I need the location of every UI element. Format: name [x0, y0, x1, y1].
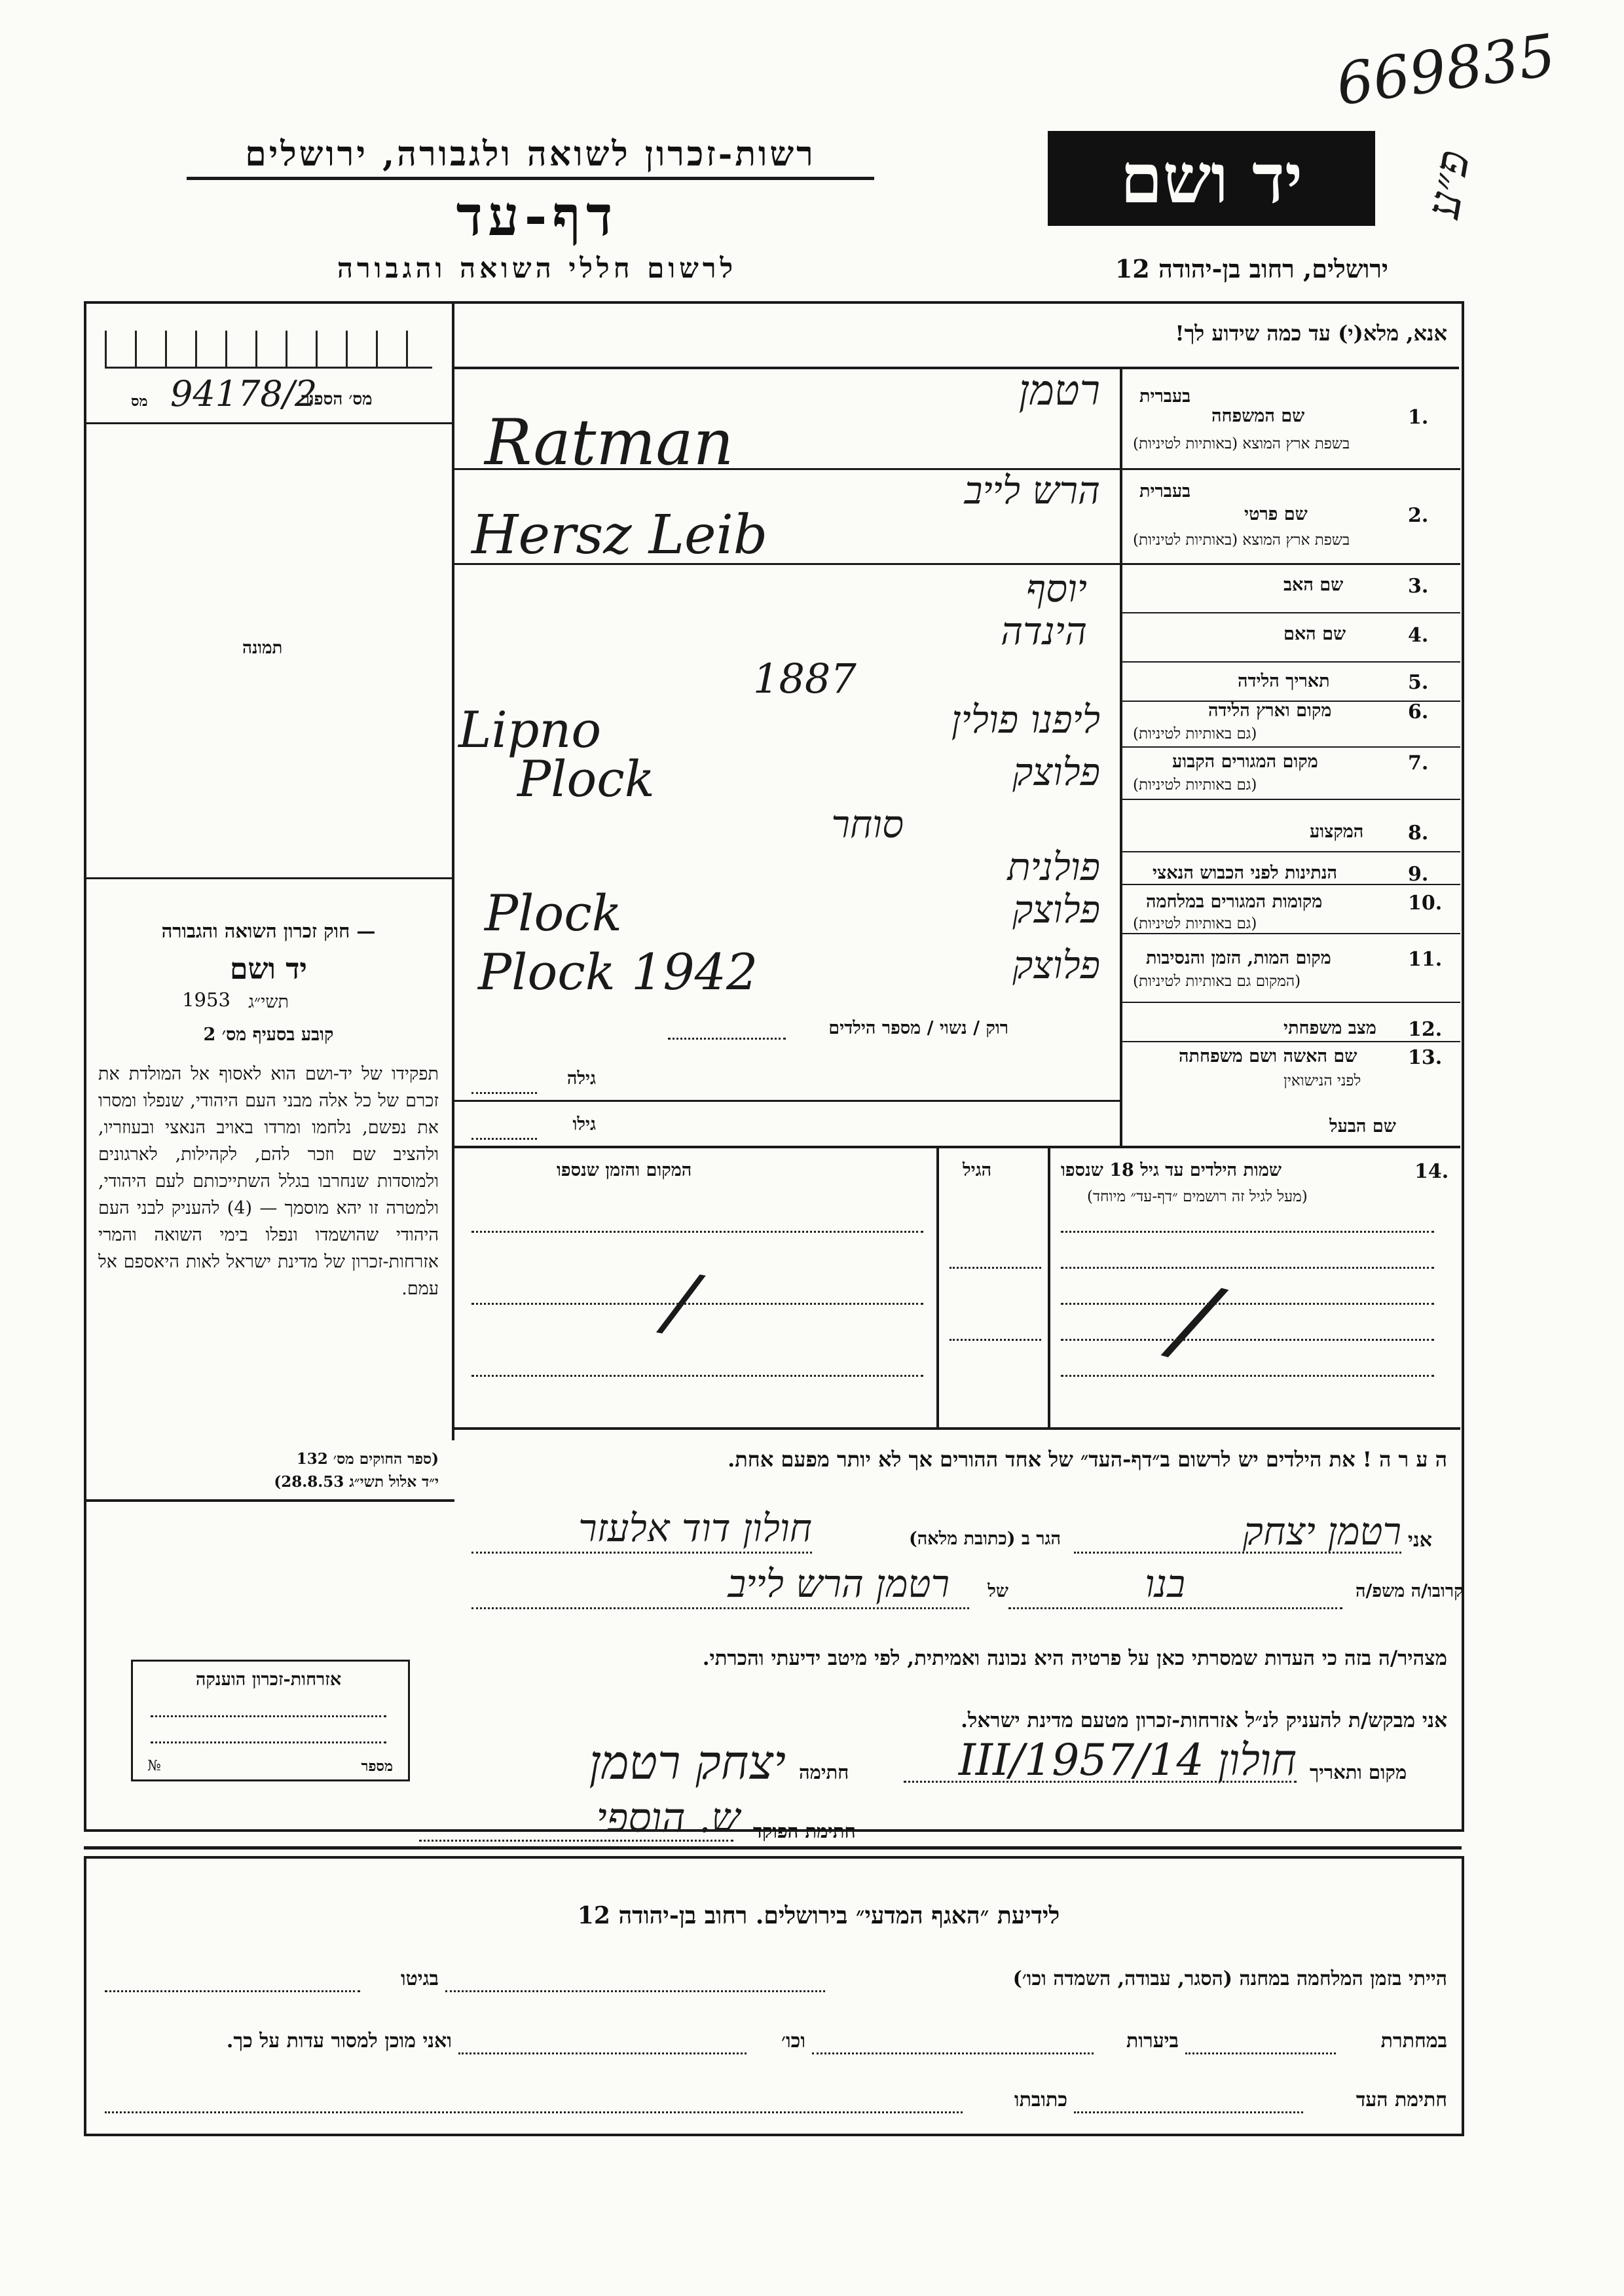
field-2-label: שם פרטי [1244, 504, 1308, 524]
field-12-num: 12. [1408, 1018, 1443, 1041]
field-8-num: 8. [1408, 822, 1429, 845]
field-10-latin: Plock [485, 884, 622, 942]
law-text: תפקידו של יד-ושם הוא לאסוף אל המולדת את זכרם של כל אלה מבני העם היהודי, שנפלו ומסרו את נפשם, נלחמו ומרדו באויב הנאצי ובעוזריו, ולהציב שם וזכר להם, לקהילות, לארגונים ולמוסדות שנחרבו בגלל השתייכותם לעם היהודי, ולמטרה זו יהא מוסמך — (4) להעניק לבני העם היהודי שהושמדו ונפלו בימי השואה והמרי אזרחות-זכרון של מדינת ישראל לאות היאספם אל עמם. [98, 1064, 439, 1299]
registry-value: 94178/2 [170, 373, 318, 414]
field-11-label: מקום המות, הזמן והנסיבות [1146, 948, 1331, 968]
field-5-latin: 1887 [753, 655, 857, 702]
footer-line3b: כתובתו [1014, 2088, 1067, 2111]
children-slash-left: / [660, 1255, 703, 1350]
husband-age: גילו [572, 1114, 596, 1135]
address: ירושלים, רחוב בן-יהודה 12 [1115, 254, 1388, 283]
field-3-num: 3. [1408, 575, 1429, 598]
field-7-sub: (גם באותיות לטיניות) [1133, 776, 1257, 793]
field-6-label: מקום וארץ הלידה [1208, 701, 1332, 721]
children-place-col: המקום והזמן שנספו [557, 1160, 692, 1180]
instruction: אנא, מלא(י) עד כמה שידוע לך! [1175, 321, 1447, 346]
decl-ani: אני [1408, 1529, 1432, 1552]
law-year-heb: תשי״ג [248, 992, 289, 1012]
field-5-label: תאריך הלידה [1238, 671, 1330, 691]
children-num: 14. [1414, 1160, 1449, 1183]
children-slash-right: / [1164, 1261, 1227, 1380]
serial-number: 669835 [1332, 21, 1560, 118]
decl-gar-value: חולון דוד אלעזר [578, 1506, 812, 1550]
footer-line3a: חתימת העד [1356, 2088, 1447, 2111]
field-6-sub: (גם באותיות לטיניות) [1133, 725, 1257, 742]
field-10-hebrew: פלוצק [1012, 887, 1100, 932]
footer-line2d: ואני מוכן למסור עדות על כך. [226, 2030, 452, 2052]
registry-label: מס׳ הספור [301, 390, 373, 409]
field-6-latin: Lipno [458, 701, 602, 759]
field-1-hebrew: רטמן [1018, 367, 1100, 415]
law-ref1: (ספר החוקים מס׳ 132 [296, 1450, 439, 1468]
law-ref2: י״ד אלול תשי״ג 28.8.53) [274, 1473, 439, 1491]
law-title: — חוק זכרון השואה והגבורה [161, 920, 376, 942]
decl-shel: של [987, 1581, 1008, 1601]
footer-line1b: בגיטו [400, 1967, 439, 1990]
citizenship-title: אזרחות-זכרון הוענקה [195, 1669, 342, 1690]
registry-ticks [105, 331, 432, 369]
field-13-num: 13. [1408, 1046, 1443, 1069]
field-3-hebrew: יוסף [1025, 566, 1087, 611]
children-sub: (מעל לגיל זה רושמים ״דף-עד״ מיוחד) [1087, 1188, 1308, 1205]
citizenship-no: № [147, 1758, 161, 1774]
field-2-num: 2. [1408, 504, 1429, 527]
field-13-sub: לפני הנישואין [1283, 1072, 1361, 1089]
decl-officer-label: חתימת הפוקד [753, 1820, 856, 1842]
decl-place-date-label: מקום ותאריך [1310, 1761, 1407, 1783]
field-1-num: 1. [1408, 406, 1429, 429]
field-7-latin: Plock [517, 750, 655, 808]
field-2-hebrew: הרש לייב [964, 468, 1100, 513]
children-age-col: הגיל [963, 1160, 992, 1180]
field-10-num: 10. [1408, 892, 1443, 915]
field-9-hebrew: פולנית [1007, 845, 1100, 889]
decl-shel-value: רטמן הרש לייב [728, 1561, 950, 1606]
note: ה ע ר ה ! את הילדים יש לרשום ב״דף-העד״ של אחד ההורים אך לא יותר מפעם אחת. [728, 1447, 1447, 1472]
field-7-label: מקום המגורים הקבוע [1172, 752, 1318, 772]
field-4-label: שם האם [1283, 624, 1346, 644]
decl-relative-value: בנו [1145, 1561, 1185, 1606]
field-6-hebrew: ליפנו פולין [951, 697, 1100, 742]
field-12-label: מצב משפחתי [1283, 1018, 1376, 1038]
field-1-latin: Ratman [485, 406, 734, 479]
hebrew-tag-1: בעברית [1139, 386, 1191, 407]
decl-signature-value: יצחק רטמן [589, 1735, 786, 1790]
footer-line2b: ביערות [1126, 2030, 1179, 2052]
decl-signature-label: חתימה [799, 1761, 849, 1783]
footer-line2a: במחתרת [1380, 2030, 1447, 2052]
field-5-num: 5. [1408, 671, 1429, 694]
field-12-options: רוק / נשוי / מספר הילדים [828, 1018, 1008, 1038]
field-11-sub: (המקום גם באותיות לטיניות) [1133, 973, 1301, 990]
field-6-num: 6. [1408, 701, 1429, 723]
footer-line1a: הייתי בזמן המלחמה במחנה (הסגר, עבודה, השמדה וכו׳) [1012, 1967, 1447, 1990]
field-2-sub: בשפת ארץ המוצא (באותיות לטיניות) [1133, 532, 1350, 549]
field-8-label: המקצוע [1310, 822, 1364, 842]
hebrew-tag-2: בעברית [1139, 481, 1191, 501]
decl-place-date-value: חולון 14/III/1957 [958, 1735, 1297, 1785]
field-1-label: שם המשפחה [1211, 406, 1305, 426]
field-11-hebrew: פלוצק [1012, 943, 1100, 987]
decl-officer-value: ש. הוספי [596, 1794, 740, 1842]
authority-name: רשות-זכרון לשואה ולגבורה, ירושלים [245, 134, 816, 174]
decl-statement: מצהיר/ה בזה כי העדות שמסרתי כאן על פרטיה היא נכונה ואמיתית, לפי מיטב ידיעתי והכרתי. [702, 1647, 1447, 1670]
footer-title: לידיעת ״האגף המדעי״ בירושלים. רחוב בן-יהודה 12 [577, 1902, 1060, 1929]
field-9-label: הנתינות לפני הכבוש הנאצי [1153, 863, 1338, 883]
field-11-latin: Plock 1942 [478, 943, 758, 1001]
footer-line2c: וכו׳ [781, 2030, 805, 2052]
field-3-label: שם האב [1283, 575, 1344, 595]
field-13-label: שם האשה ושם משפחתה [1179, 1046, 1357, 1066]
field-4-num: 4. [1408, 624, 1429, 647]
field-13-age: גילה [566, 1068, 596, 1089]
field-8-hebrew: סוחר [831, 802, 904, 847]
field-1-sub: בשפת ארץ המוצא (באותיות לטיניות) [1133, 435, 1350, 452]
decl-gar-label: הגר ב (כתובת מלאה) [908, 1529, 1061, 1549]
law-year: 1953 [182, 989, 231, 1011]
doc-subtitle: לרשום חללי השואה והגבורה [337, 252, 737, 284]
field-11-num: 11. [1408, 948, 1443, 971]
law-section: קובע בסעיף מס׳ 2 [203, 1025, 334, 1045]
photo-label: תמונה [242, 638, 283, 658]
yad-vashem-logo: יד ושם [1048, 131, 1375, 226]
decl-request: אני מבקש/ת להעניק לנ״ל אזרחות-זכרון מטעם מדינת ישראל. [961, 1709, 1447, 1732]
citizenship-number-label: מספר [361, 1758, 393, 1775]
field-9-num: 9. [1408, 863, 1429, 886]
margin-note: פ״ע [1415, 146, 1481, 223]
doc-title: דף-עד [456, 183, 618, 248]
registry-prefix: מס [131, 393, 148, 410]
decl-ani-value: רטמן יצחק [1242, 1509, 1401, 1554]
field-10-sub: (גם באותיות לטיניות) [1133, 915, 1257, 932]
children-label: שמות הילדים עד גיל 18 שנספו [1061, 1160, 1282, 1180]
field-4-hebrew: הינדה [1001, 609, 1087, 653]
husband-label: שם הבעל [1329, 1116, 1396, 1137]
footer-frame [84, 1856, 1464, 2136]
field-7-hebrew: פלוצק [1012, 750, 1100, 794]
field-10-label: מקומות המגורים במלחמה [1146, 892, 1323, 912]
decl-relative-label: קרובו/ה משפ/ה [1356, 1581, 1464, 1601]
law-logo: יד ושם [230, 953, 307, 986]
field-2-latin: Hersz Leib [471, 504, 768, 566]
field-7-num: 7. [1408, 752, 1429, 774]
